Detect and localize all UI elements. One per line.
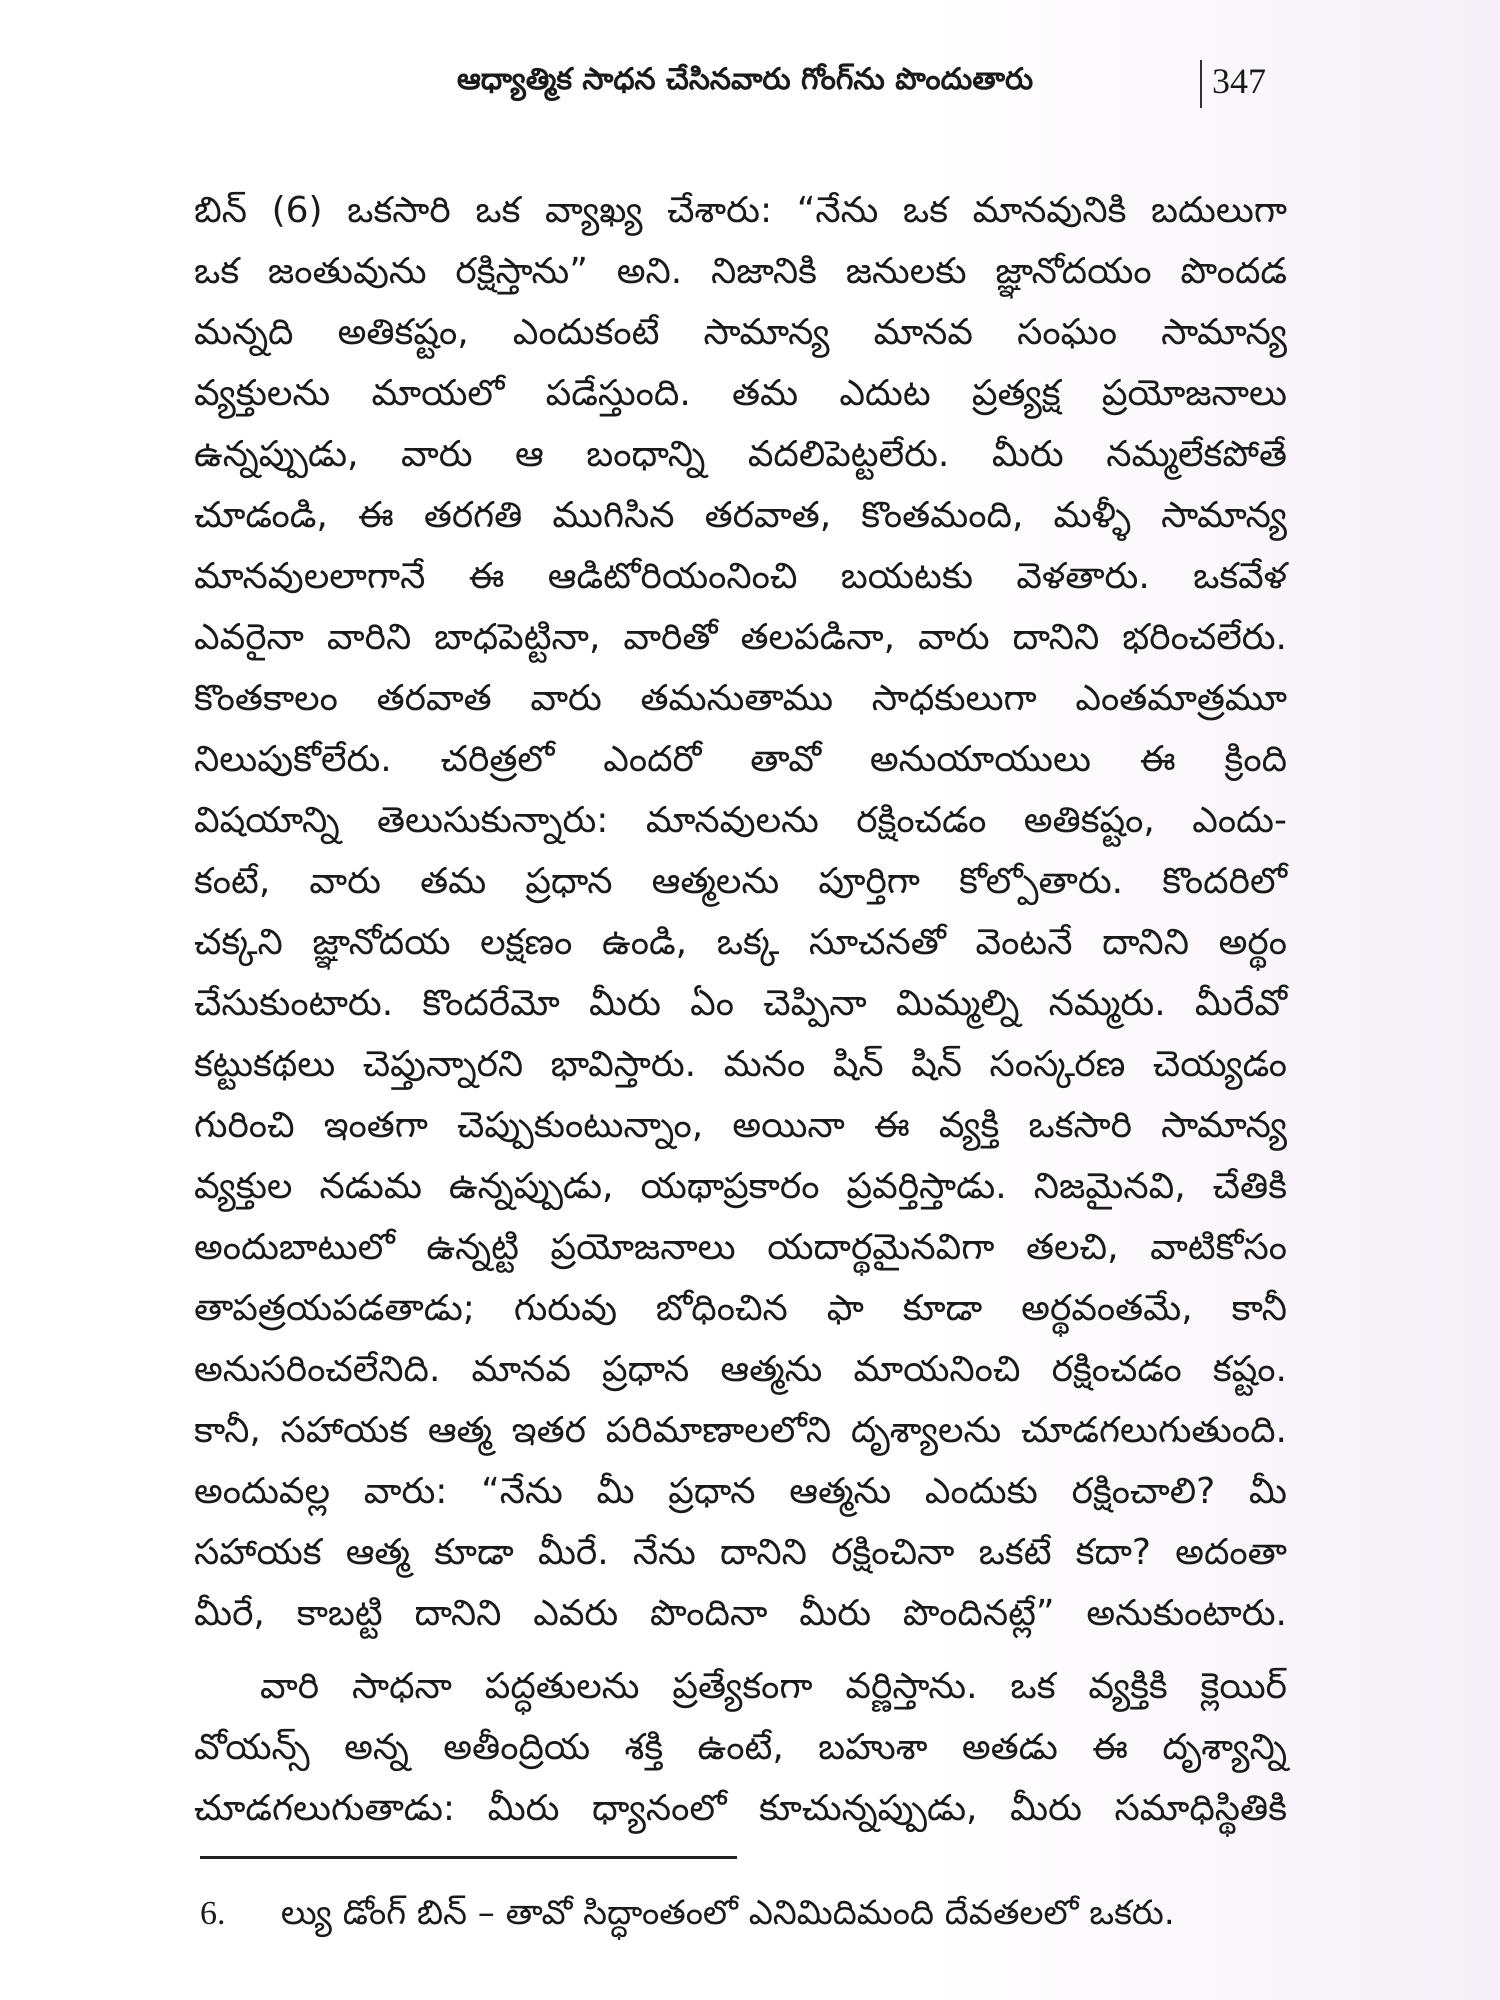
running-title: ఆధ్యాత్మిక సాధన చేసినవారు గోంగ్‌ను పొందుతారు — [456, 62, 1034, 97]
text-line: ఒక జంతువును రక్షిస్తాను” అని. నిజానికి జనులకు జ్ఞానోదయం పొందడ — [194, 251, 1287, 292]
text-line: విషయాన్ని తెలుసుకున్నారు: మానవులను రక్షించడం అతికష్టం, ఎందు- — [194, 800, 1287, 841]
text-line: మీరే, కాబట్టి దానిని ఎవరు పొందినా మీరు పొందినట్లే” అనుకుంటారు. — [194, 1593, 1287, 1634]
text-line: ఉన్నప్పుడు, వారు ఆ బంధాన్ని వదలిపెట్టలేరు. మీరు నమ్మలేకపోతే — [194, 434, 1287, 475]
paragraph-2 — [194, 1656, 1287, 1839]
text-line: చూడండి, ఈ తరగతి ముగిసిన తరవాత, కొంతమంది, మళ్ళీ సామాన్య — [194, 495, 1287, 536]
footnote — [200, 1893, 1175, 1941]
text-line: అనుసరించలేనిది. మానవ ప్రధాన ఆత్మను మాయనించి రక్షించడం కష్టం. — [194, 1349, 1287, 1390]
text-line: వోయన్స్ అన్న అతీంద్రియ శక్తి ఉంటే, బహుశా అతడు ఈ దృశ్యాన్ని — [194, 1727, 1287, 1768]
text-line: చూడగలుగుతాడు: మీరు ధ్యానంలో కూచున్నప్పుడు, మీరు సమాధిస్థితికి — [194, 1788, 1287, 1829]
text-line: కొంతకాలం తరవాత వారు తమనుతాము సాధకులుగా ఎంతమాత్రమూ — [194, 678, 1287, 719]
paragraph-1 — [194, 180, 1287, 1644]
footnote-number: 6. — [200, 1895, 226, 1932]
footnote-text: ల్యు డోంగ్ బిన్ – తావో సిద్ధాంతంలో ఎనిమిదిమంది దేవతలలో ఒకరు. — [280, 1893, 1175, 1933]
text-line: బిన్ (6) ఒకసారి ఒక వ్యాఖ్య చేశారు: “నేను ఒక మానవునికి బదులుగా — [194, 190, 1287, 231]
text-line: వారి సాధనా పద్ధతులను ప్రత్యేకంగా వర్ణిస్తాను. ఒక వ్యక్తికి క్లెయిర్ — [260, 1666, 1287, 1707]
text-line: కంటే, వారు తమ ప్రధాన ఆత్మలను పూర్తిగా కోల్పోతారు. కొందరిలో — [194, 861, 1287, 902]
text-line: మానవులలాగానే ఈ ఆడిటోరియంనించి బయటకు వెళతారు. ఒకవేళ — [194, 556, 1287, 597]
text-line: వ్యక్తుల నడుమ ఉన్నప్పుడు, యథాప్రకారం ప్రవర్తిస్తాడు. నిజమైనవి, చేతికి — [194, 1166, 1287, 1207]
text-line: కానీ, సహాయక ఆత్మ ఇతర పరిమాణాలలోని దృశ్యాలను చూడగలుగుతుంది. — [194, 1410, 1287, 1451]
text-line: చక్కని జ్ఞానోదయ లక్షణం ఉండి, ఒక్క సూచనతో వెంటనే దానిని అర్థం — [194, 922, 1287, 963]
text-line: చేసుకుంటారు. కొందరేమో మీరు ఏం చెప్పినా మిమ్మల్ని నమ్మరు. మీరేవో — [194, 983, 1287, 1024]
text-line: కట్టుకథలు చెప్తున్నారని భావిస్తారు. మనం షిన్ షిన్ సంస్కరణ చెయ్యడం — [194, 1044, 1287, 1085]
body-text — [194, 180, 1287, 1839]
text-line: వ్యక్తులను మాయలో పడేస్తుంది. తమ ఎదుట ప్రత్యక్ష ప్రయోజనాలు — [194, 373, 1287, 414]
text-line: నిలుపుకోలేరు. చరిత్రలో ఎందరో తావో అనుయాయులు ఈ క్రింది — [194, 739, 1287, 780]
text-line: మన్నది అతికష్టం, ఎందుకంటే సామాన్య మానవ సంఘం సామాన్య — [194, 312, 1287, 353]
text-line: ఎవరైనా వారిని బాధపెట్టినా, వారితో తలపడినా, వారు దానిని భరించలేరు. — [194, 617, 1287, 658]
page-number-divider — [1200, 60, 1202, 108]
text-line: అందువల్ల వారు: “నేను మీ ప్రధాన ఆత్మను ఎందుకు రక్షించాలి? మీ — [194, 1471, 1287, 1512]
page-number: 347 — [1212, 61, 1266, 101]
footnote-rule — [200, 1856, 737, 1859]
text-line: సహాయక ఆత్మ కూడా మీరే. నేను దానిని రక్షించినా ఒకటే కదా? అదంతా — [194, 1532, 1287, 1573]
text-line: అందుబాటులో ఉన్నట్టి ప్రయోజనాలు యదార్థమైనవిగా తలచి, వాటికోసం — [194, 1227, 1287, 1268]
text-line: తాపత్రయపడతాడు; గురువు బోధించిన ఫా కూడా అర్థవంతమే, కానీ — [194, 1288, 1287, 1329]
running-header — [0, 58, 1500, 108]
text-line: గురించి ఇంతగా చెప్పుకుంటున్నాం, అయినా ఈ వ్యక్తి ఒకసారి సామాన్య — [194, 1105, 1287, 1146]
